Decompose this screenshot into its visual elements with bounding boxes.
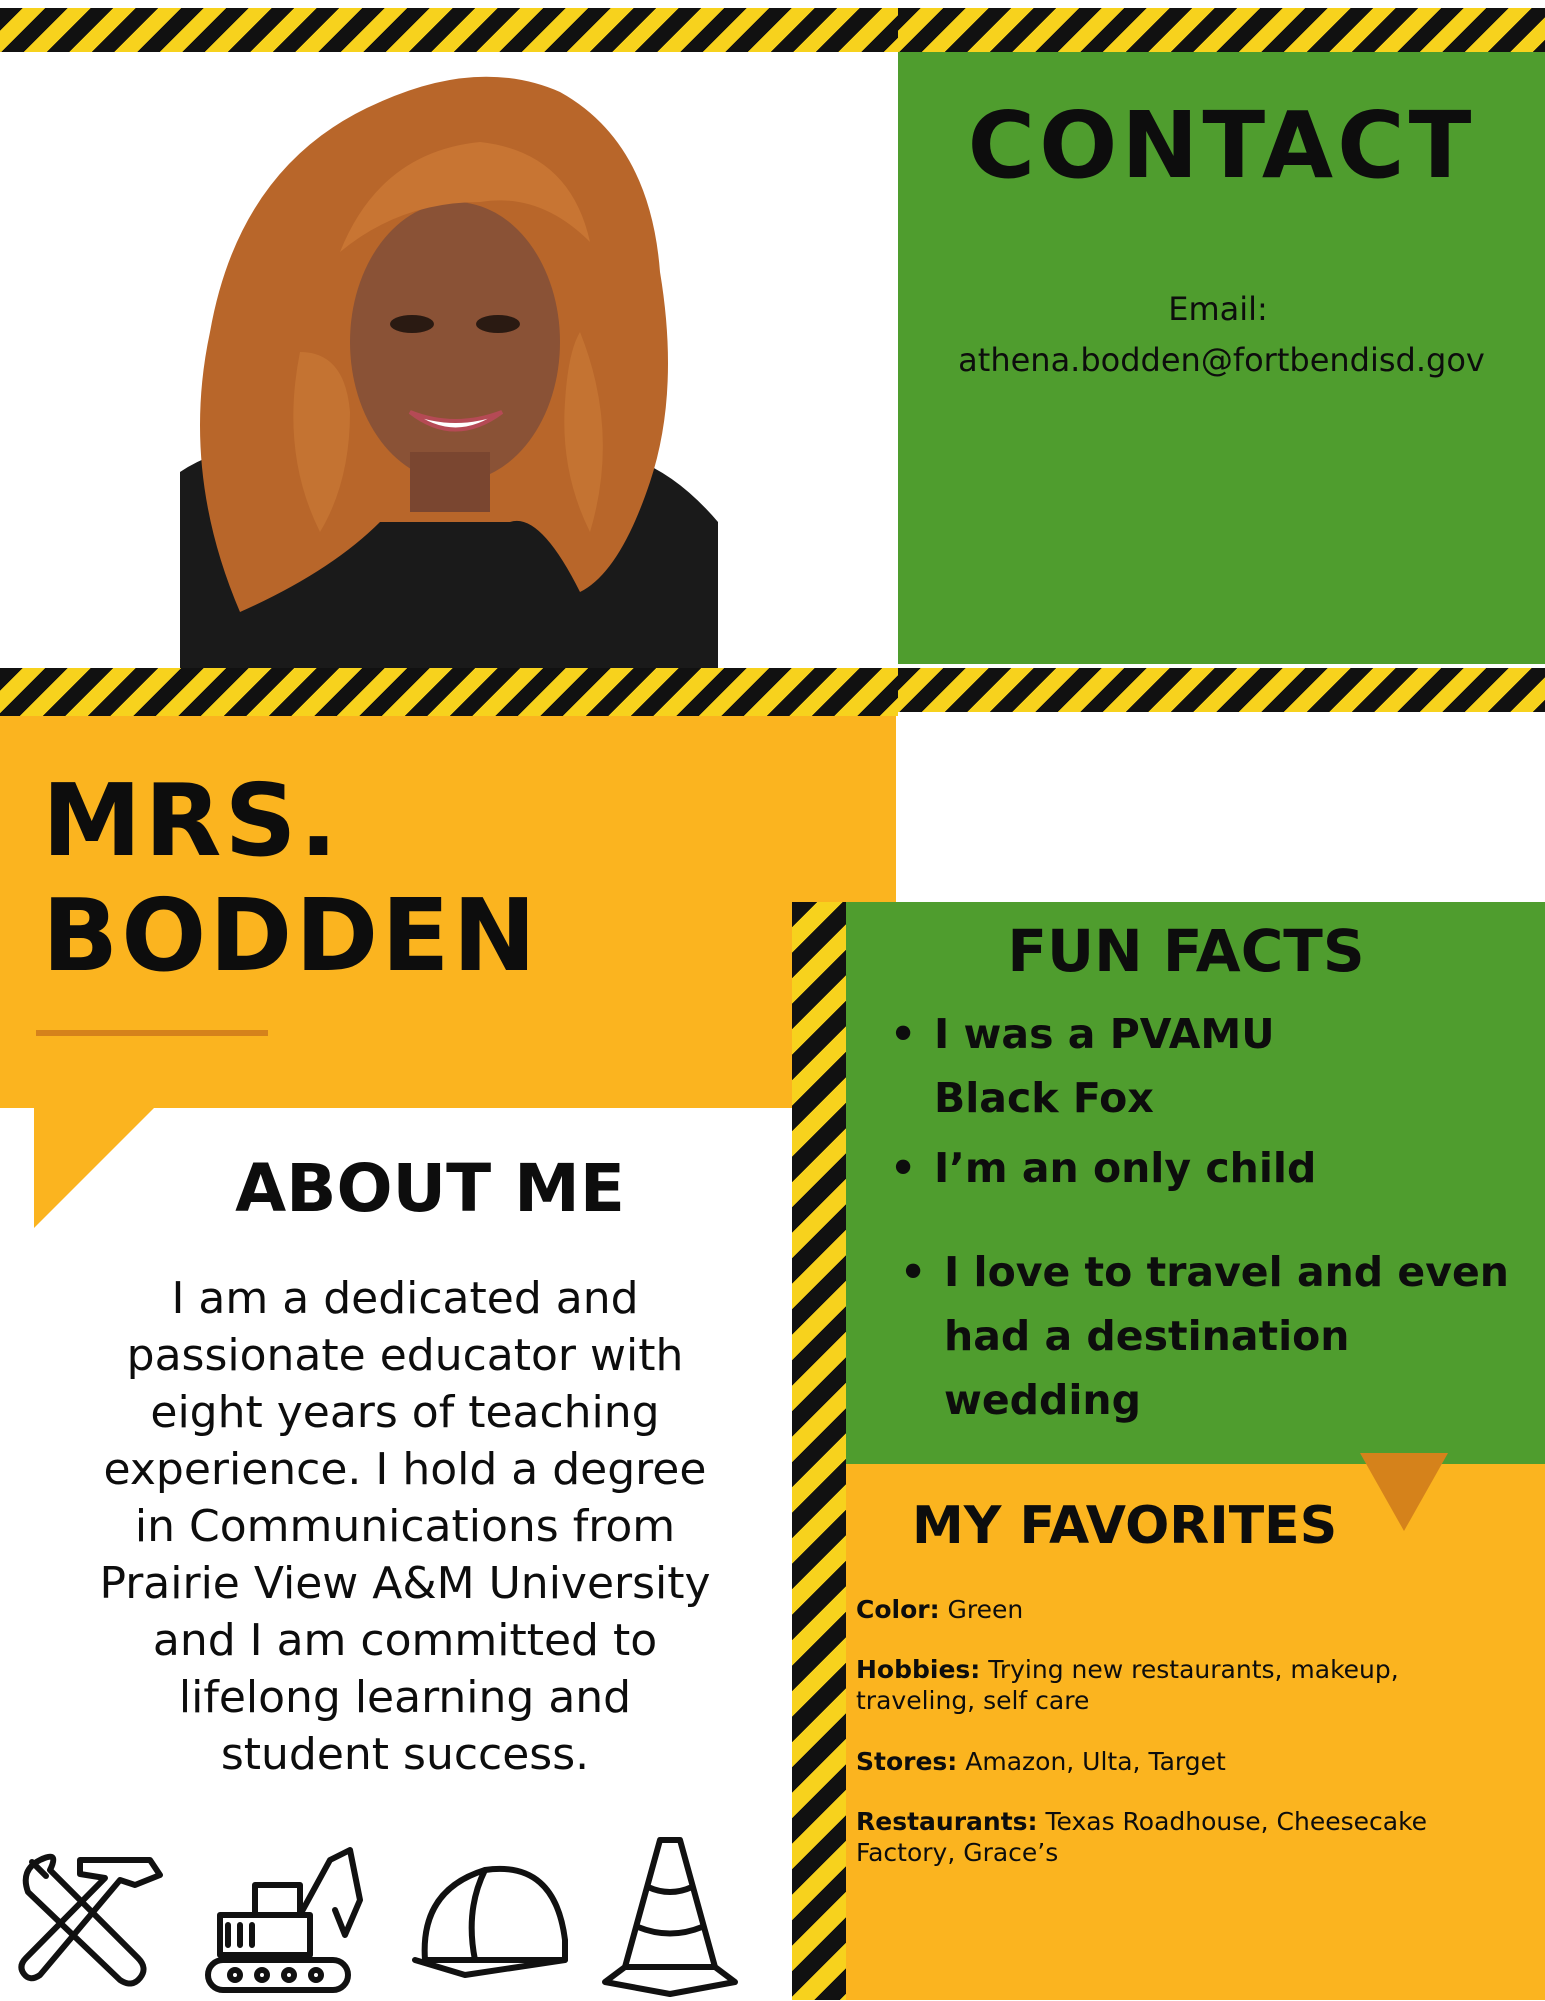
favorites-title: MY FAVORITES [912, 1496, 1338, 1556]
favorite-label: Color: [856, 1595, 940, 1624]
favorite-value: Trying new restaurants, makeup, traveling, self care [856, 1655, 1399, 1715]
about-line: student success. [220, 1729, 590, 1780]
tools-icon [10, 1840, 170, 1990]
hazard-stripe-vertical [792, 902, 846, 2000]
favorite-stores [856, 1746, 1496, 1777]
email-label: Email: [1168, 290, 1268, 328]
about-line: I am a dedicated and [171, 1273, 639, 1324]
email-link[interactable]: athena.bodden@fortbendisd.gov [958, 341, 1485, 379]
hazard-stripe-top-left [0, 8, 898, 52]
fun-fact-item: • I love to travel and even had a destination wedding [898, 1240, 1545, 1432]
favorite-value: Amazon, Ulta, Target [965, 1747, 1226, 1776]
fun-fact-item: • I’m an only child [888, 1136, 1358, 1200]
favorite-label: Hobbies: [856, 1655, 981, 1684]
favorite-value: Texas Roadhouse, Cheesecake Factory, Grace’s [856, 1807, 1428, 1867]
traffic-cone-icon [600, 1832, 740, 1997]
about-me-body [30, 1270, 780, 1783]
about-me-title: ABOUT ME [235, 1150, 625, 1227]
fun-facts-list [888, 1002, 1509, 1432]
portrait-illustration [180, 52, 718, 670]
name-underline [36, 1030, 268, 1036]
name-line-2: BODDEN [42, 877, 540, 994]
teacher-photo [180, 52, 718, 670]
name-line-1: MRS. [42, 762, 341, 879]
favorite-color [856, 1594, 1496, 1625]
favorite-value: Green [947, 1595, 1024, 1624]
favorite-hobbies [856, 1654, 1496, 1716]
fun-fact-item: • I was a PVAMU Black Fox [888, 1002, 1358, 1130]
hazard-stripe-top-right [898, 8, 1545, 52]
about-line: lifelong learning and [178, 1672, 632, 1723]
contact-panel [898, 52, 1545, 664]
favorite-label: Stores: [856, 1747, 958, 1776]
hazard-stripe-mid-right [898, 668, 1545, 712]
favorite-label: Restaurants: [856, 1807, 1038, 1836]
triangle-marker [1360, 1453, 1448, 1531]
about-line: and I am committed to [152, 1615, 658, 1666]
favorite-restaurants [856, 1806, 1496, 1868]
about-line: passionate educator with [126, 1330, 684, 1381]
hazard-stripe-mid-left [0, 668, 898, 716]
excavator-icon [200, 1840, 370, 1995]
fun-facts-title: FUN FACTS [1007, 917, 1365, 985]
hard-hat-icon [405, 1850, 575, 1990]
contact-title: CONTACT [967, 92, 1476, 199]
about-line: in Communications from [134, 1501, 676, 1552]
fun-facts-panel [846, 902, 1545, 1464]
about-line: experience. I hold a degree [103, 1444, 707, 1495]
about-line: Prairie View A&M University [99, 1558, 711, 1609]
about-line: eight years of teaching [150, 1387, 660, 1438]
